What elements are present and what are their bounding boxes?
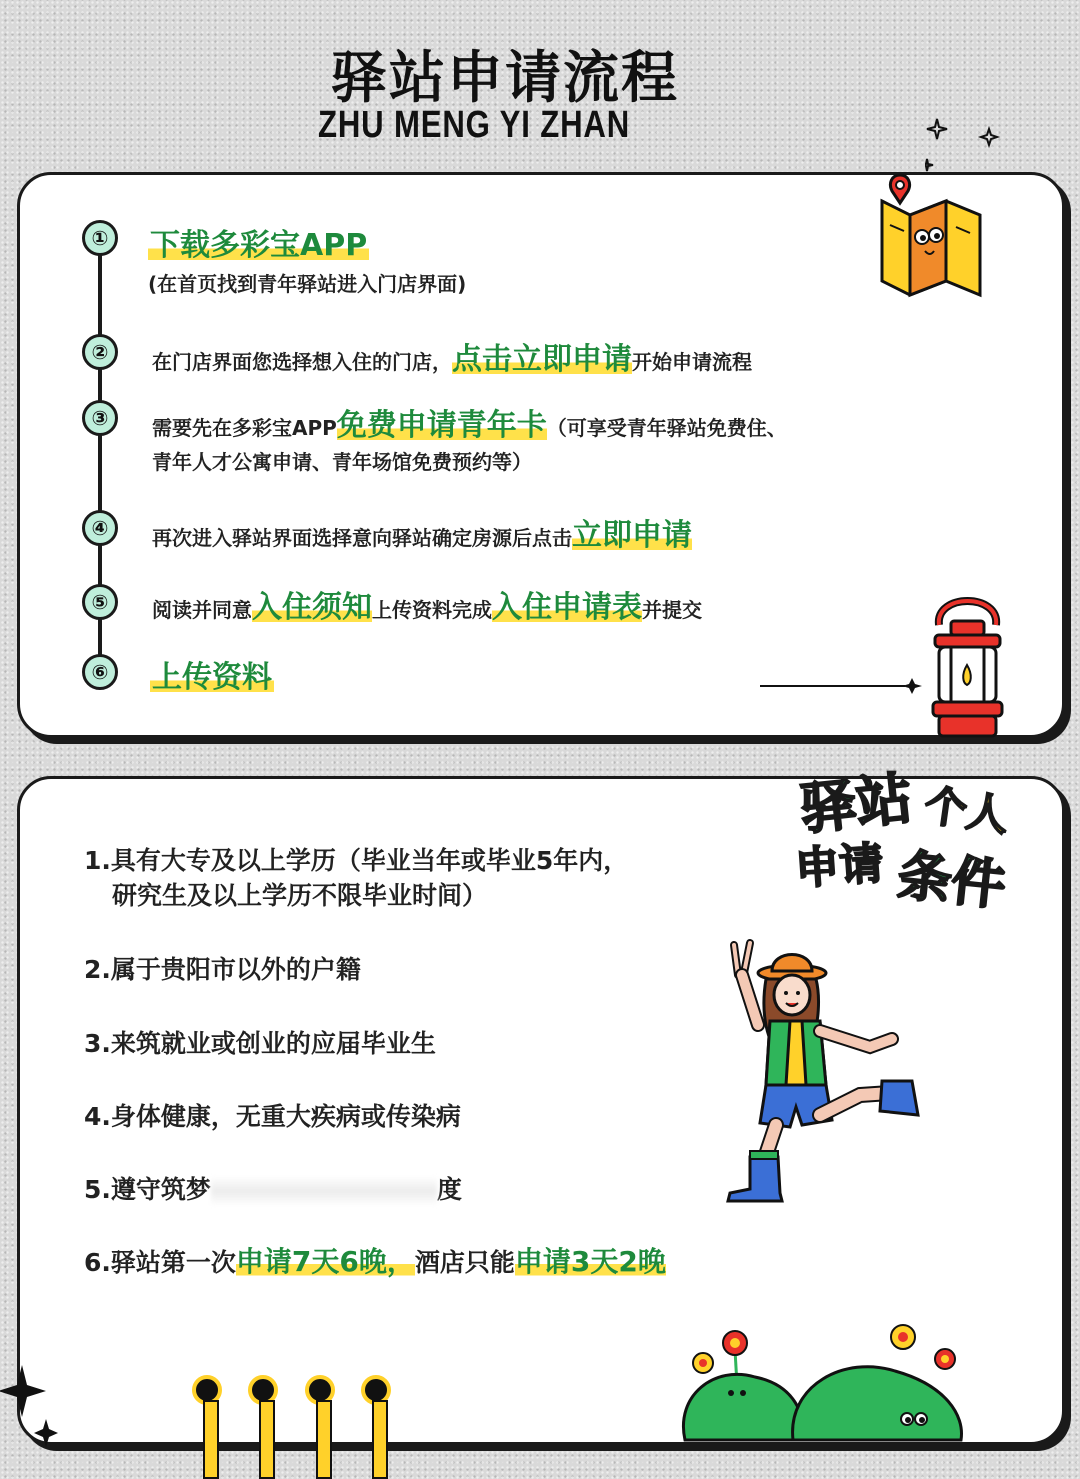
condition-6-text: 6.驿站第一次 — [84, 1248, 236, 1277]
map-icon — [870, 165, 990, 305]
step-5-highlight-2: 入住申请表 — [492, 590, 642, 625]
redacted-blur — [211, 1176, 437, 1206]
conditions-tag-line2a: 申请 — [793, 837, 885, 895]
condition-5-text: 5.遵守筑梦 — [84, 1175, 211, 1204]
condition-3: 3.来筑就业或创业的应届毕业生 — [84, 1029, 436, 1058]
step-number: ⑥ — [82, 654, 118, 690]
sparkle-icon — [0, 1355, 70, 1455]
condition-5 — [84, 1170, 462, 1206]
step-1 — [148, 220, 369, 264]
step-number: ④ — [82, 510, 118, 546]
step-2 — [152, 334, 752, 378]
step-5-text-mid: 上传资料完成 — [372, 598, 492, 622]
step-5-text-end: 并提交 — [642, 598, 702, 622]
step-4-text: 再次进入驿站界面选择意向驿站确定房源后点击 — [152, 526, 572, 550]
condition-1-line2: 研究生及以上学历不限毕业时间） — [112, 881, 488, 910]
binder-ring-bar — [372, 1400, 388, 1479]
condition-6-highlight-2: 申请3天2晚 — [514, 1245, 666, 1278]
lantern-icon — [925, 585, 1010, 740]
step-6 — [150, 652, 274, 696]
binder-ring-bar — [203, 1400, 219, 1479]
step-3-highlight: 免费申请青年卡 — [336, 408, 547, 443]
condition-6-text-mid: 酒店只能 — [414, 1248, 515, 1277]
step-6-highlight: 上传资料 — [152, 660, 272, 695]
step-2-text-end: 开始申请流程 — [632, 350, 752, 374]
conditions-tag-line2b: 条件 — [894, 843, 1009, 918]
step-3-text: 需要先在多彩宝APP — [152, 416, 337, 440]
step-4 — [152, 510, 692, 554]
page-subtitle: ZHU MENG YI ZHAN — [318, 104, 631, 146]
step-2-text: 在门店界面您选择想入住的门店， — [152, 350, 452, 374]
page-title: 驿站申请流程 — [331, 46, 679, 111]
binder-ring-bar — [316, 1400, 332, 1479]
condition-5-text-end: 度 — [436, 1175, 462, 1204]
step-number: ② — [82, 334, 118, 370]
condition-1: 1.具有大专及以上学历（毕业当年或毕业5年内， — [84, 846, 629, 875]
step-1-highlight: 下载多彩宝APP — [150, 228, 368, 263]
condition-6 — [84, 1240, 666, 1280]
bushes-illustration — [675, 1315, 975, 1445]
step-4-highlight: 立即申请 — [572, 518, 692, 553]
step-5-highlight: 入住须知 — [252, 590, 372, 625]
step-3-text-end: （可享受青年驿站免费住、 — [546, 416, 787, 440]
step-number: ⑤ — [82, 584, 118, 620]
step-2-highlight: 点击立即申请 — [452, 342, 632, 377]
conditions-tag-line1b: 个人 — [921, 780, 1012, 841]
step-number: ③ — [82, 400, 118, 436]
step-5-text: 阅读并同意 — [152, 598, 252, 622]
divider-line — [760, 676, 930, 696]
condition-4: 4.身体健康，无重大疾病或传染病 — [84, 1102, 461, 1131]
step-3 — [152, 400, 787, 444]
step-number: ① — [82, 220, 118, 256]
condition-2: 2.属于贵阳市以外的户籍 — [84, 955, 361, 984]
step-3-line2: 青年人才公寓申请、青年场馆免费预约等） — [152, 450, 532, 474]
step-1-note: (在首页找到青年驿站进入门店界面) — [148, 272, 467, 296]
step-5 — [152, 582, 702, 626]
binder-ring-bar — [259, 1400, 275, 1479]
conditions-tag-line1a: 驿站 — [797, 766, 916, 843]
condition-6-highlight-1: 申请7天6晚， — [235, 1245, 415, 1278]
hiker-girl-illustration — [720, 935, 930, 1210]
